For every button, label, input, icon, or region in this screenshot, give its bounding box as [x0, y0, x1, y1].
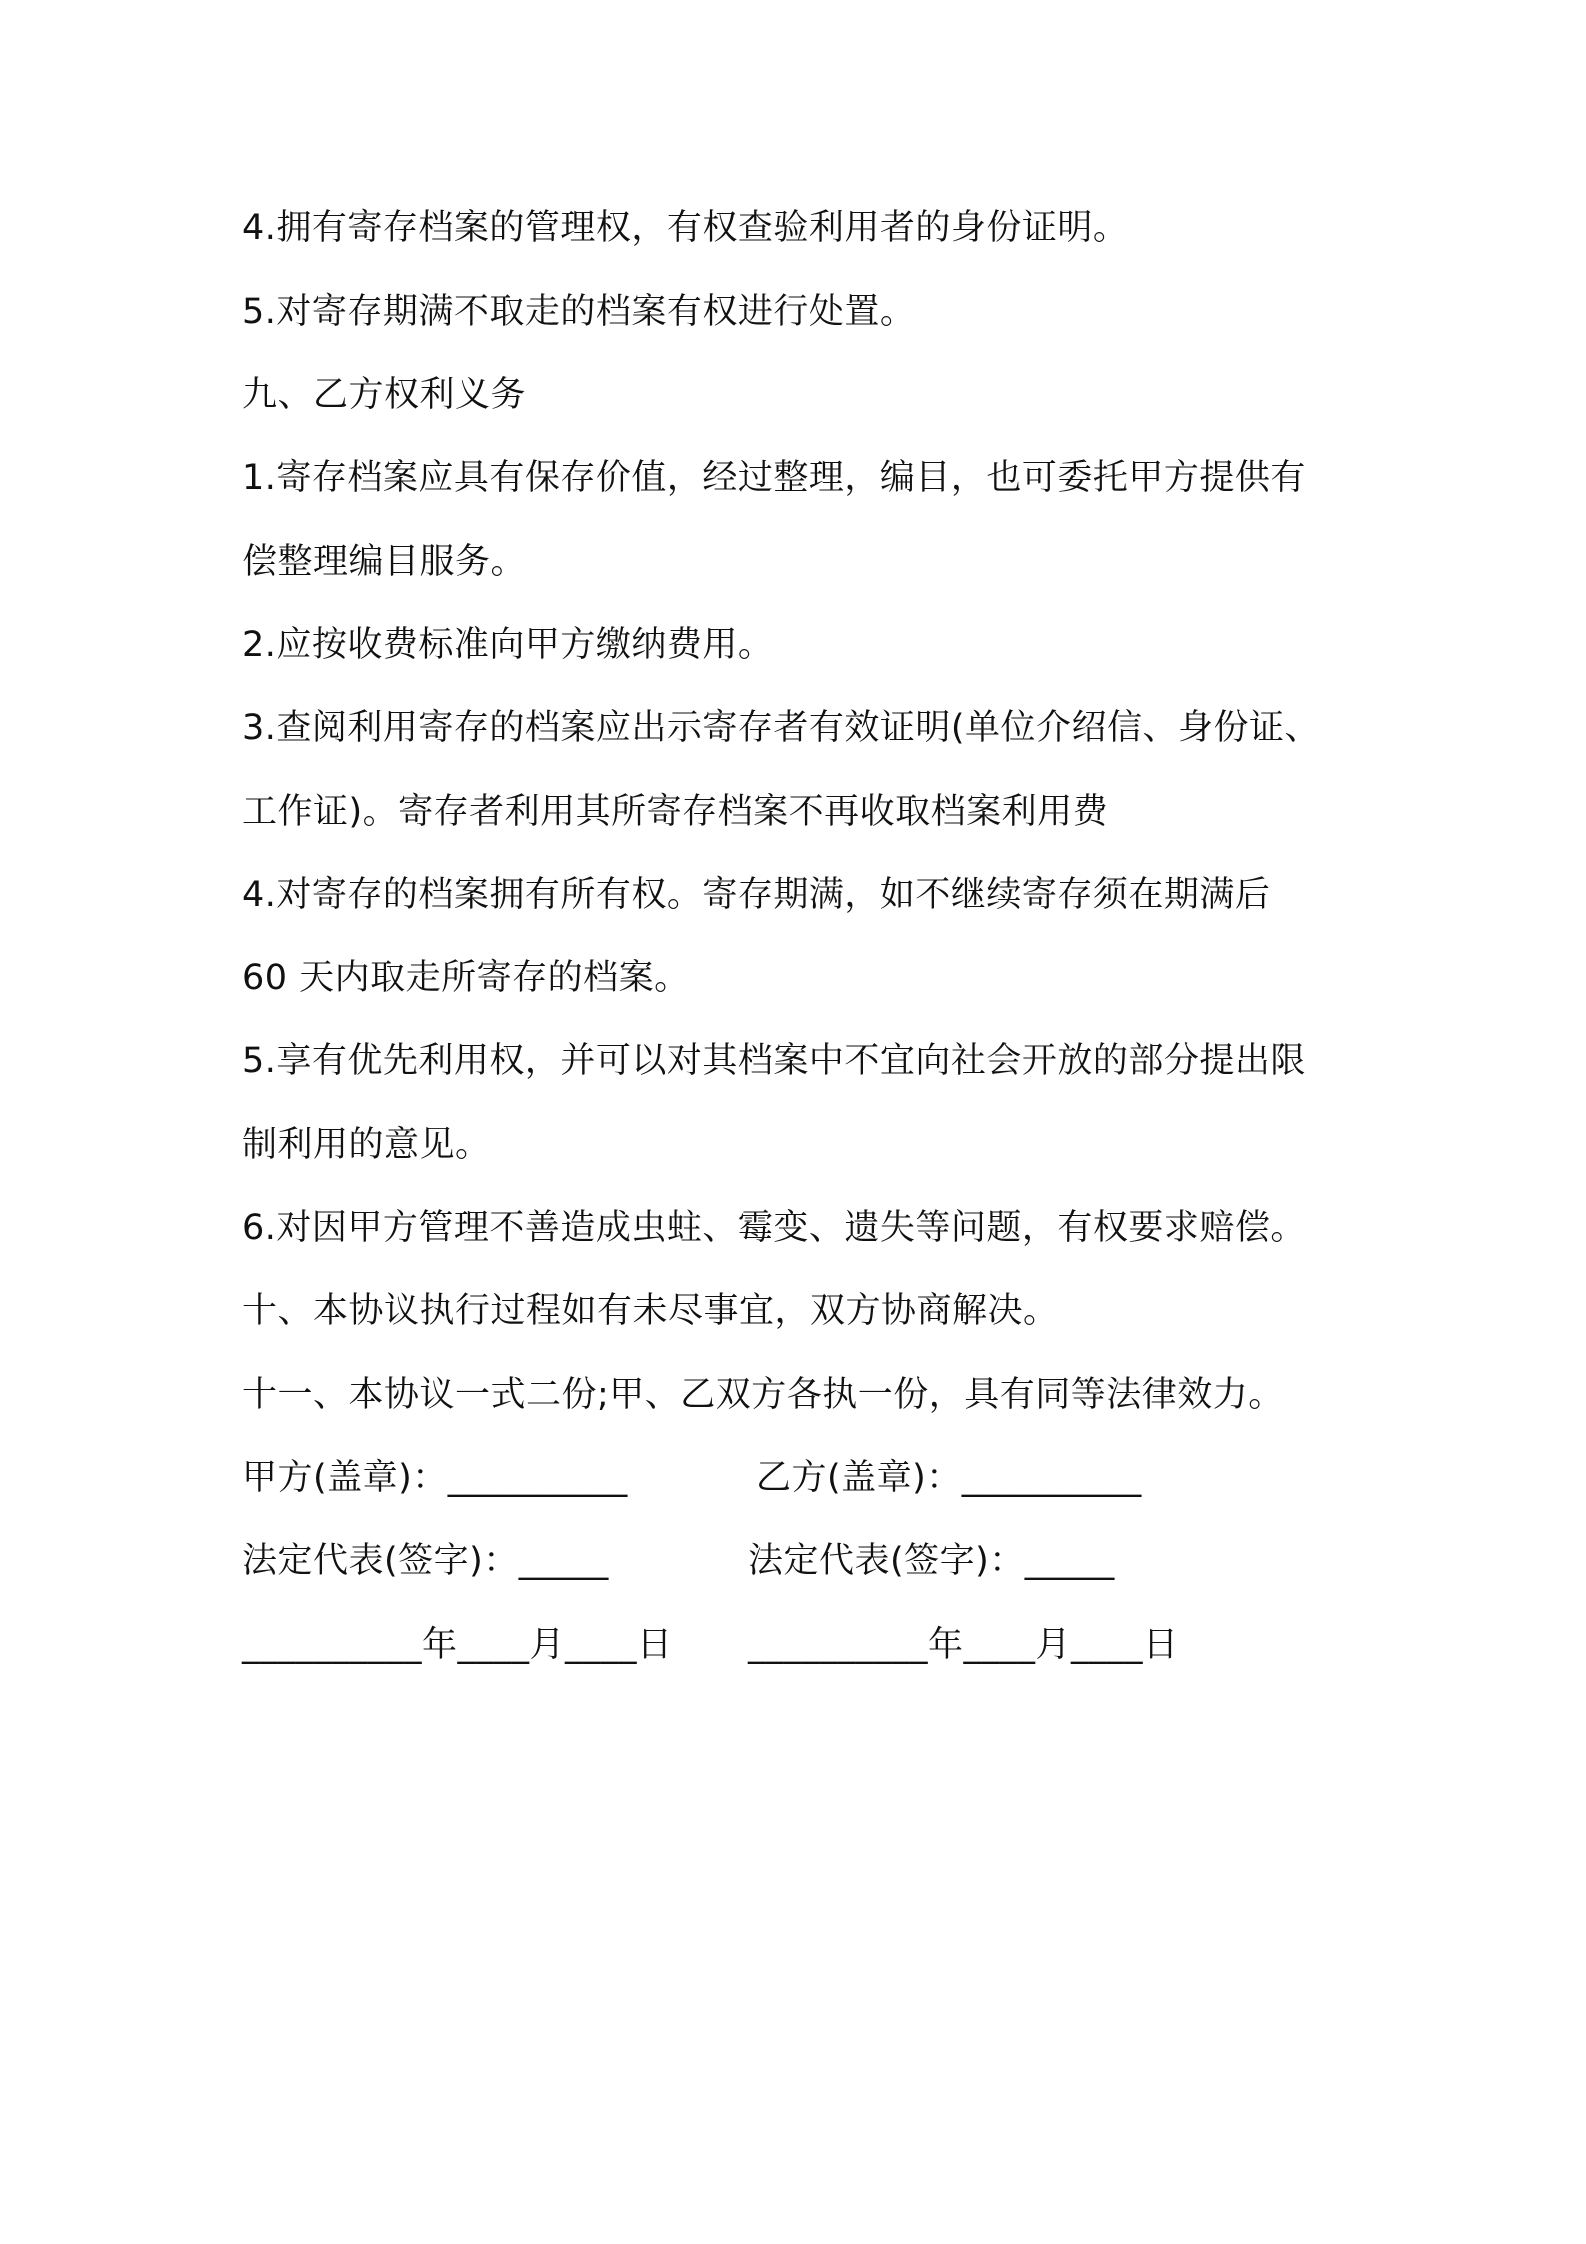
party-a-date-field: __________年____月____日 [242, 1625, 673, 1665]
clause-b6: 6.对因甲方管理不善造成虫蛀、霉变、遗失等问题，有权要求赔偿。 [242, 1208, 1306, 1248]
section-heading-9: 九、乙方权利义务 [242, 375, 527, 415]
clause-b5-line2: 制利用的意见。 [242, 1125, 491, 1165]
section-heading-10: 十、本协议执行过程如有未尽事宜，双方协商解决。 [242, 1291, 1059, 1331]
clause-a4: 4.拥有寄存档案的管理权，有权查验利用者的身份证明。 [242, 208, 1129, 248]
clause-b3-line2: 工作证)。寄存者利用其所寄存档案不再收取档案利用费 [242, 792, 1109, 832]
section-heading-11: 十一、本协议一式二份;甲、乙双方各执一份，具有同等法律效力。 [242, 1375, 1284, 1415]
party-b-seal-field: 乙方(盖章)：__________ [756, 1458, 1142, 1498]
clause-b2: 2.应按收费标准向甲方缴纳费用。 [242, 625, 774, 665]
party-a-seal-field: 甲方(盖章)：__________ [242, 1458, 628, 1498]
clause-b4-line1: 4.对寄存的档案拥有所有权。寄存期满，如不继续寄存须在期满后 [242, 875, 1271, 915]
party-b-rep-field: 法定代表(签字)：_____ [748, 1541, 1115, 1581]
clause-b5-line1: 5.享有优先利用权，并可以对其档案中不宜向社会开放的部分提出限 [242, 1041, 1306, 1081]
clause-a5: 5.对寄存期满不取走的档案有权进行处置。 [242, 292, 916, 332]
party-b-date-field: __________年____月____日 [748, 1625, 1179, 1665]
clause-b1-line1: 1.寄存档案应具有保存价值，经过整理，编目，也可委托甲方提供有 [242, 458, 1306, 498]
party-a-rep-field: 法定代表(签字)：_____ [242, 1541, 609, 1581]
clause-b3-line1: 3.查阅利用寄存的档案应出示寄存者有效证明(单位介绍信、身份证、 [242, 708, 1321, 748]
clause-b1-line2: 偿整理编目服务。 [242, 542, 527, 582]
clause-b4-line2: 60 天内取走所寄存的档案。 [242, 958, 690, 998]
